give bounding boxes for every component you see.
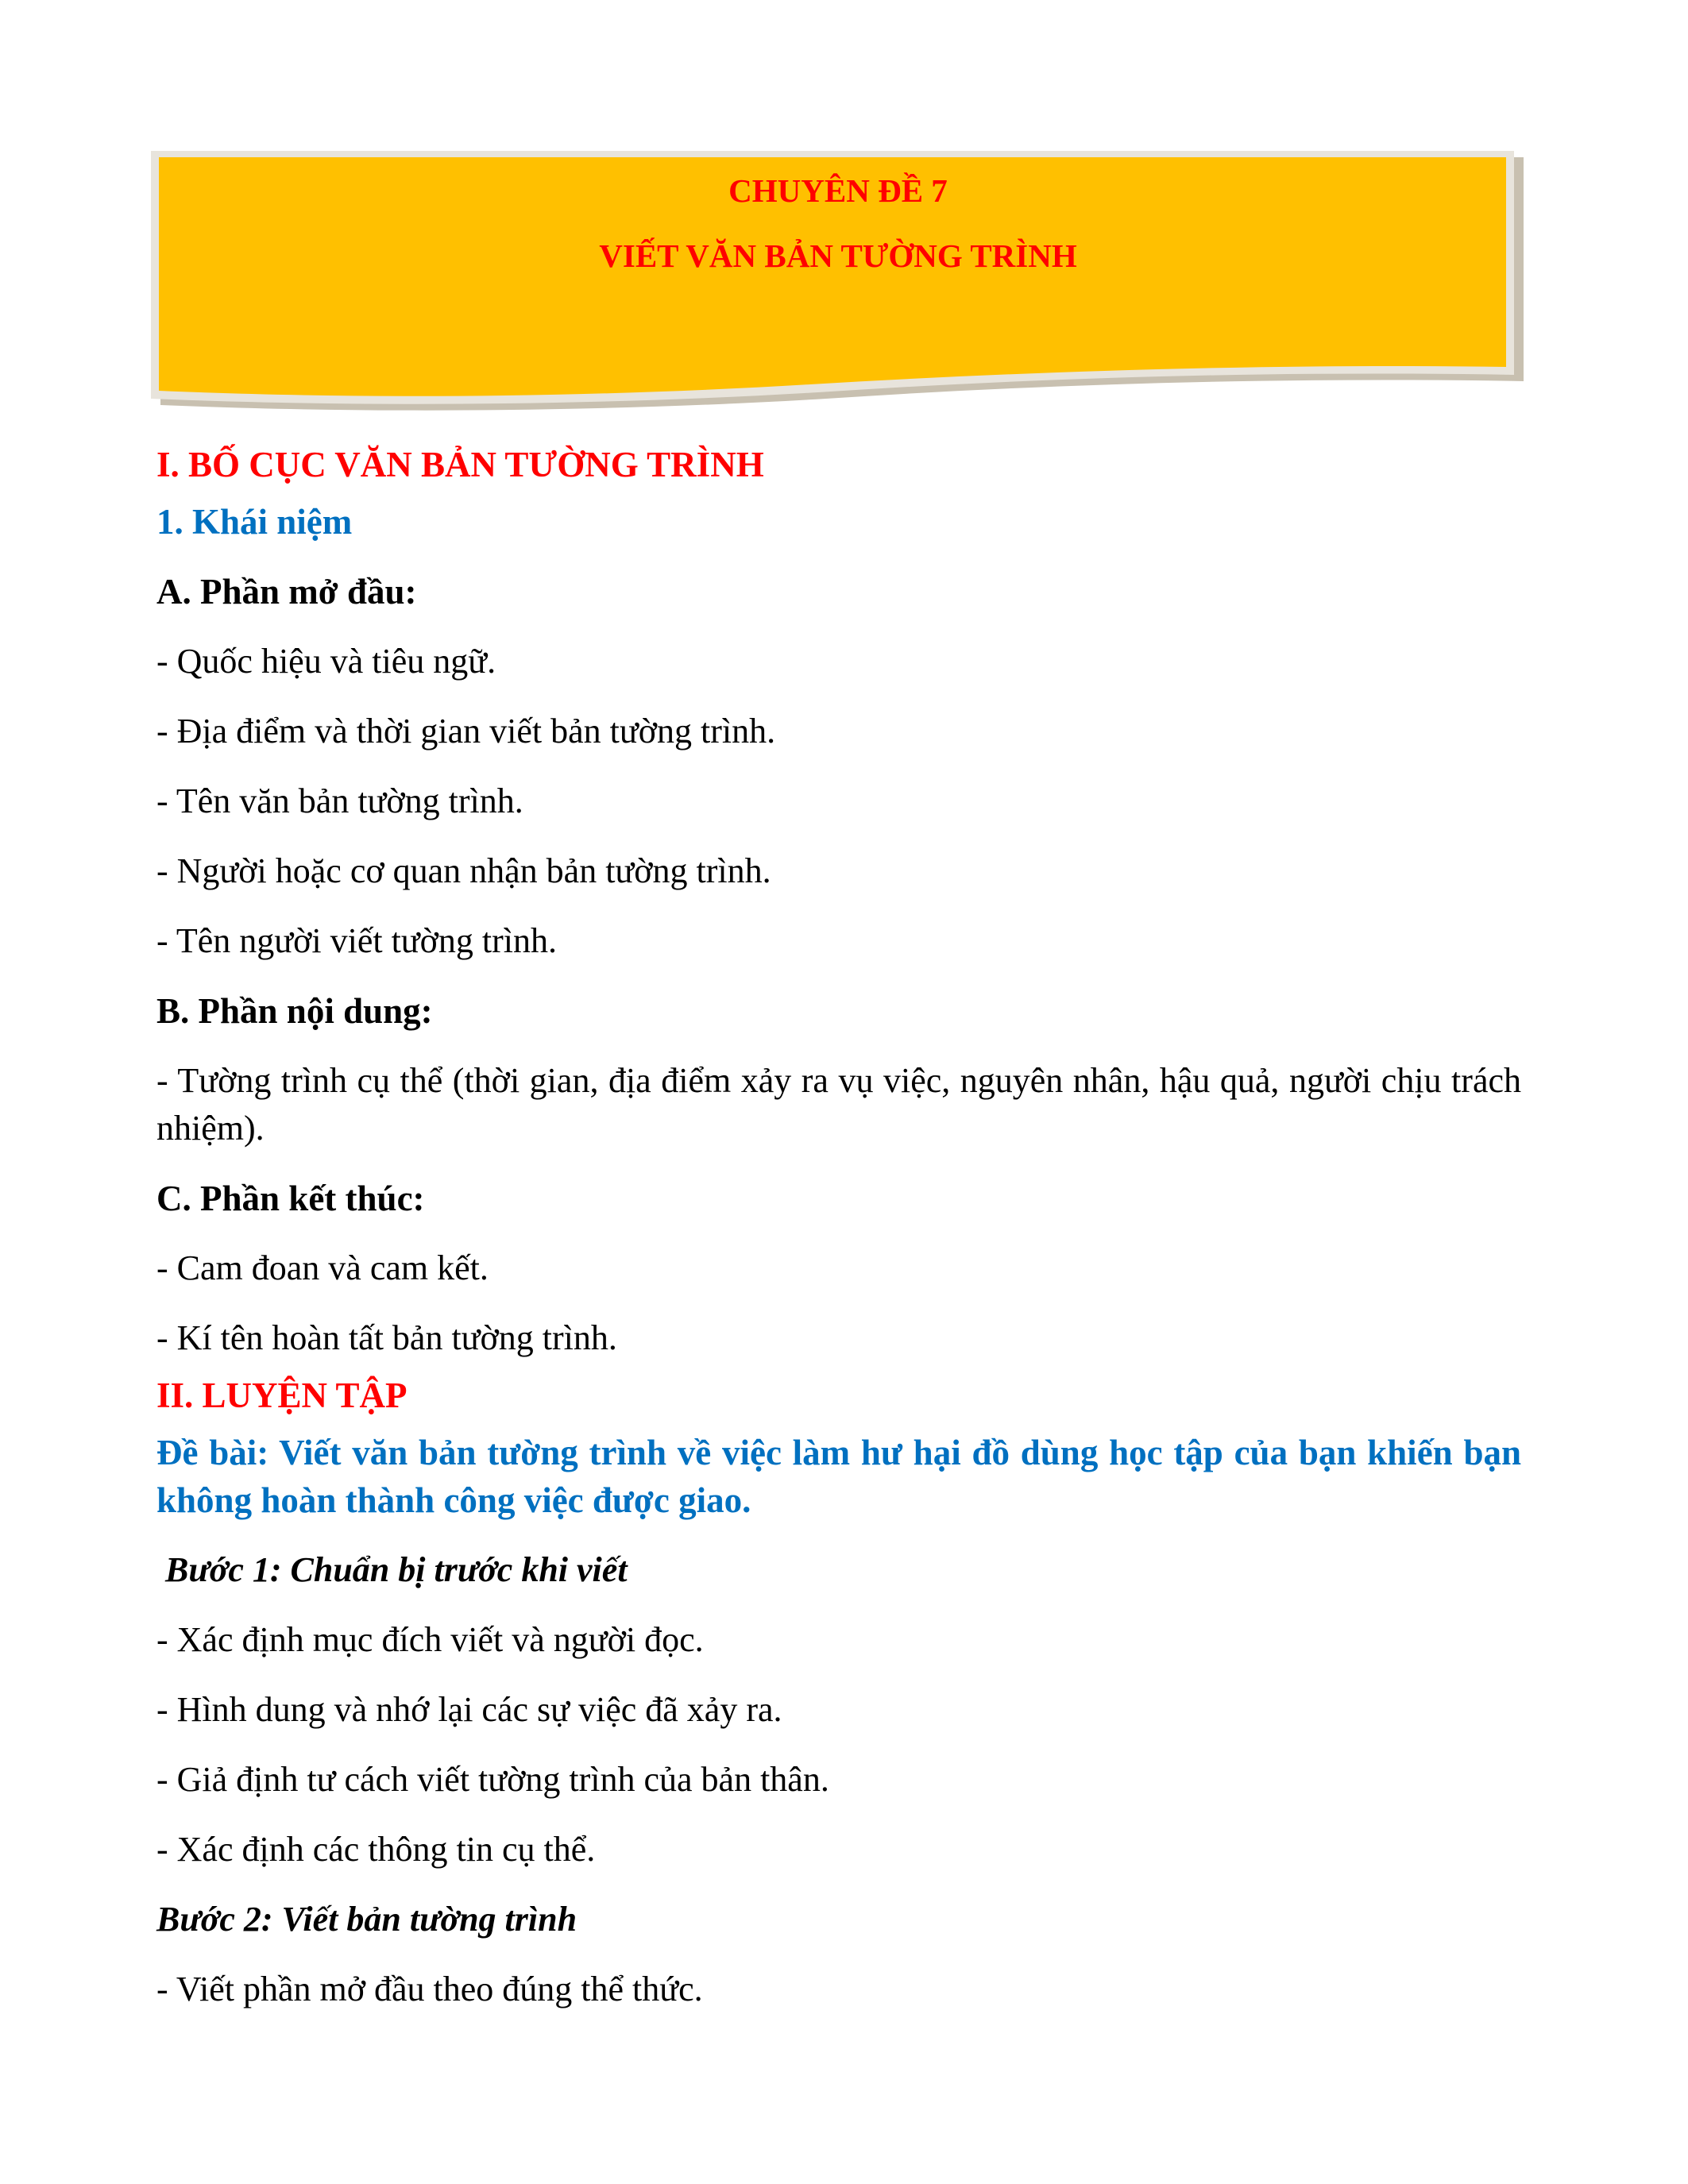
step1-item-2: - Hình dung và nhớ lại các sự việc đã xảy ra. — [156, 1690, 782, 1729]
partA-item-2: - Địa điểm và thời gian viết bản tường trình. — [156, 712, 776, 751]
section1-sub1: 1. Khái niệm — [156, 502, 353, 542]
partB-text: - Tường trình cụ thể (thời gian, địa điểm xảy ra vụ việc, nguyên nhân, hậu quả, người chịu trách nhiệm). — [156, 1061, 1521, 1148]
banner-title-line1: CHUYÊN ĐỀ 7 — [728, 172, 948, 209]
partA-item-3: - Tên văn bản tường trình. — [156, 781, 523, 820]
section1-title: I. BỐ CỤC VĂN BẢN TƯỜNG TRÌNH — [156, 445, 764, 484]
partC-item-2: - Kí tên hoàn tất bản tường trình. — [156, 1318, 617, 1357]
partC-item-1: - Cam đoan và cam kết. — [156, 1248, 489, 1287]
step1-item-3: - Giả định tư cách viết tường trình của bản thân. — [156, 1760, 829, 1799]
document-body — [156, 441, 1521, 2013]
partA-item-5: - Tên người viết tường trình. — [156, 921, 558, 960]
partB-heading: B. Phần nội dung: — [156, 991, 433, 1031]
section2-title: II. LUYỆN TẬP — [156, 1376, 408, 1415]
step1-item-4: - Xác định các thông tin cụ thể. — [156, 1830, 596, 1869]
assignment-text: Đề bài: Viết văn bản tường trình về việc làm hư hại đồ dùng học tập của bạn khiến bạn không hoàn thành công việc được giao. — [156, 1433, 1521, 1520]
partA-item-4: - Người hoặc cơ quan nhận bản tường trình. — [156, 851, 771, 890]
step1-item-1: - Xác định mục đích viết và người đọc. — [156, 1620, 704, 1659]
step2-heading: Bước 2: Viết bản tường trình — [156, 1900, 577, 1939]
step2-item-1: - Viết phần mở đầu theo đúng thể thức. — [156, 1970, 703, 2008]
partA-heading: A. Phần mở đầu: — [156, 572, 417, 612]
partC-heading: C. Phần kết thúc: — [156, 1179, 425, 1218]
step1-heading: Bước 1: Chuẩn bị trước khi viết — [156, 1550, 628, 1589]
title-banner — [151, 151, 1525, 437]
banner-title-line2: VIẾT VĂN BẢN TƯỜNG TRÌNH — [599, 237, 1077, 274]
partA-item-1: - Quốc hiệu và tiêu ngữ. — [156, 642, 496, 681]
